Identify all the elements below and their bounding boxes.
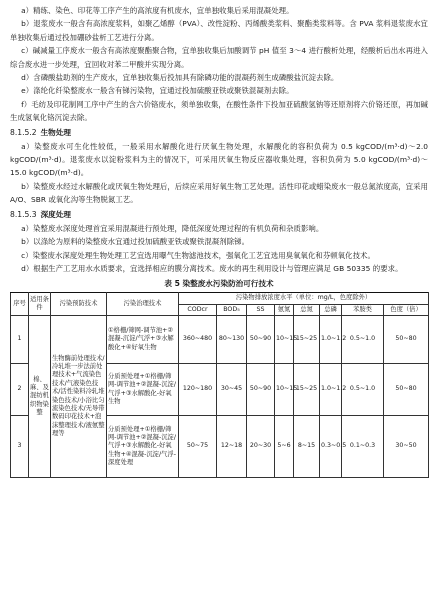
paragraph-a: a）精练、染色、印花等工序产生的高浓度有机废水，宜单独收集后采用混凝处理。 [21,6,294,15]
cell-treatment: 分质预处理+①格栅/筛网-调节池+②混凝-沉淀/气浮+③水解酸化-好氧生物+④混凝-沉淀/气浮-深度处理 [107,416,179,478]
section-number: 8.1.5.3 [10,209,37,219]
top-paragraphs [10,4,428,125]
section-heading-deep [10,207,428,222]
cell-cod: 360~480 [179,316,217,364]
cell-total-nitrogen: 8~15 [294,416,320,478]
cell-aniline: 0.5~1.0 [342,364,384,416]
cell-ss: 20~30 [247,416,275,478]
cell-seq: 3 [11,416,29,478]
cell-ss: 50~90 [247,316,275,364]
cell-aniline: 0.1~0.3 [342,416,384,478]
cell-total-phosphorus: 1.0~1.2 [320,364,342,416]
cell-bod: 80~130 [217,316,247,364]
cell-cod: 50~75 [179,416,217,478]
header-total-phosphorus: 总磷 [320,304,342,315]
section-title: 生物处理 [40,127,71,137]
table-caption: 表 5 染整废水污染防治可行技术 [164,279,274,289]
paragraph-b: b）退浆废水一般含有高浓度浆料，如聚乙烯醇（PVA）、改性淀粉、丙烯酸类浆料、聚酯类浆料等。含 PVA 浆料退浆废水宜单独收集后通过投加硼砂盐析工艺进行分离。 [10,19,428,42]
cell-prevention: 生物酶前处理技术/冷轧堆一步法前处理技术+气流染色技术/气液染色技术/活性染料冷轧堆染色技术/小浴比匀流染色技术/无导带数码印花技术+泡沫整理技术/液氨整理等 [51,316,107,478]
cell-color: 50~80 [384,316,429,364]
section-number: 8.1.5.2 [10,127,37,137]
header-color: 色度（倍） [384,304,429,315]
cell-cod: 120~180 [179,364,217,416]
header-level: 污染物排放浓度水平（单位：mg/L，色度除外） [179,293,429,304]
cell-seq: 2 [11,364,29,416]
table-header-row [11,293,429,304]
cell-bod: 12~18 [217,416,247,478]
cell-color: 30~50 [384,416,429,478]
paragraph-bio-b: b）染整废水经过水解酸化或厌氧生物处理后，后续应采用好氧生物工艺处理。活性印花或蜡染废水一般总氮浓度高，宜采用 A/O、SBR 或氧化沟等生物脱氮工艺。 [10,181,428,205]
section-heading-bio [10,125,428,140]
cell-ss: 50~90 [247,364,275,416]
cell-condition: 棉、麻、及混纺机织物染整 [29,316,51,478]
header-ammonia: 氨氮 [275,304,294,315]
cell-aniline: 0.5~1.0 [342,316,384,364]
cell-total-nitrogen: 15~25 [294,364,320,416]
header-ss: SS [247,304,275,315]
cell-treatment: ①格栅/筛网-调节池+②混凝-沉淀/气浮+③水解酸化+④好氧生物 [107,316,179,364]
header-treatment: 污染治理技术 [107,293,179,316]
header-cod: CODcr [179,304,217,315]
paragraph-deep-c: c）染整废水深度处理生物处理工艺宜选用曝气生物滤池技术，强氧化工艺宜选用臭氧氧化和芬顿氧化技术。 [21,250,375,260]
section-title: 深度处理 [40,209,71,219]
cell-ammonia: 10~15 [275,316,294,364]
paragraph-d: d）含磷酸盐助剂的生产废水，宜单独收集后投加具有除磷功能的混凝药剂生成磷酸盐沉淀去除。 [21,73,339,83]
cell-total-nitrogen: 15~25 [294,316,320,364]
paragraph-deep-d: d）根据生产工艺用水水质要求，宜选择相应的膜分离技术。废水的再生利用设计与管理应满足 GB 50335 的要求。 [21,263,403,273]
cell-total-phosphorus: 0.3~0.5 [320,416,342,478]
header-seq: 序号 [11,293,29,316]
technology-table [10,292,429,478]
paragraph-f: f）毛纺及印花制网工序中产生的含六价铬废水，须单独收集，在酸性条件下投加亚硫酸氢钠等还原剂将六价铬还原，再加碱生成氢氧化铬沉淀去除。 [10,99,428,123]
paragraph-e: e）涤纶化纤染整废水一般含有锑污染物，宜通过投加硫酸亚铁或聚铁混凝剂去除。 [21,86,294,96]
header-total-nitrogen: 总氮 [294,304,320,315]
cell-ammonia: 5~6 [275,416,294,478]
header-prevention: 污染预防技术 [51,293,107,316]
cell-ammonia: 10~15 [275,364,294,416]
header-bod: BOD₅ [217,304,247,315]
paragraph-deep-a: a）染整废水深度处理首宜采用混凝进行预处理，降低深度处理过程的有机负荷和杂质影响。 [21,223,324,233]
cell-bod: 30~45 [217,364,247,416]
paragraph-bio-a: a）染整废水可生化性较低，一般采用水解酸化进行厌氧生物处理，水解酸化的容积负荷为 0.5 kgCOD/(m³·d)～2.0 kgCOD/(m³·d)。退浆废水以淀粉浆料为主的情况下，可采用厌氧生物反应器收集处理，容积负荷为 5.0 kgCOD/(m³·d)～15.0 kgCOD/(m³·d)。 [10,141,428,178]
cell-seq: 1 [11,316,29,364]
cell-total-phosphorus: 1.0~1.2 [320,316,342,364]
table-row [11,316,429,364]
header-aniline: 苯胺类 [342,304,384,315]
header-condition: 适用条件 [29,293,51,316]
paragraph-deep-b: b）以涤纶为原料的染整废水宜通过投加硫酸亚铁或聚铁混凝剂除锑。 [21,237,250,247]
cell-color: 50~80 [384,364,429,416]
cell-treatment: 分质预处理+①格栅/筛网-调节池+②混凝-沉淀/气浮+③水解酸化-好氧生物 [107,364,179,416]
paragraph-c: c）碱减量工序废水一般含有高浓度聚酯聚合物，宜单独收集后加酸调节 pH 值至 3～4 进行酸析处理，经酸析后出水再进入综合废水进一步处理，宜回收对苯二甲酸并实现分离。 [10,46,428,69]
